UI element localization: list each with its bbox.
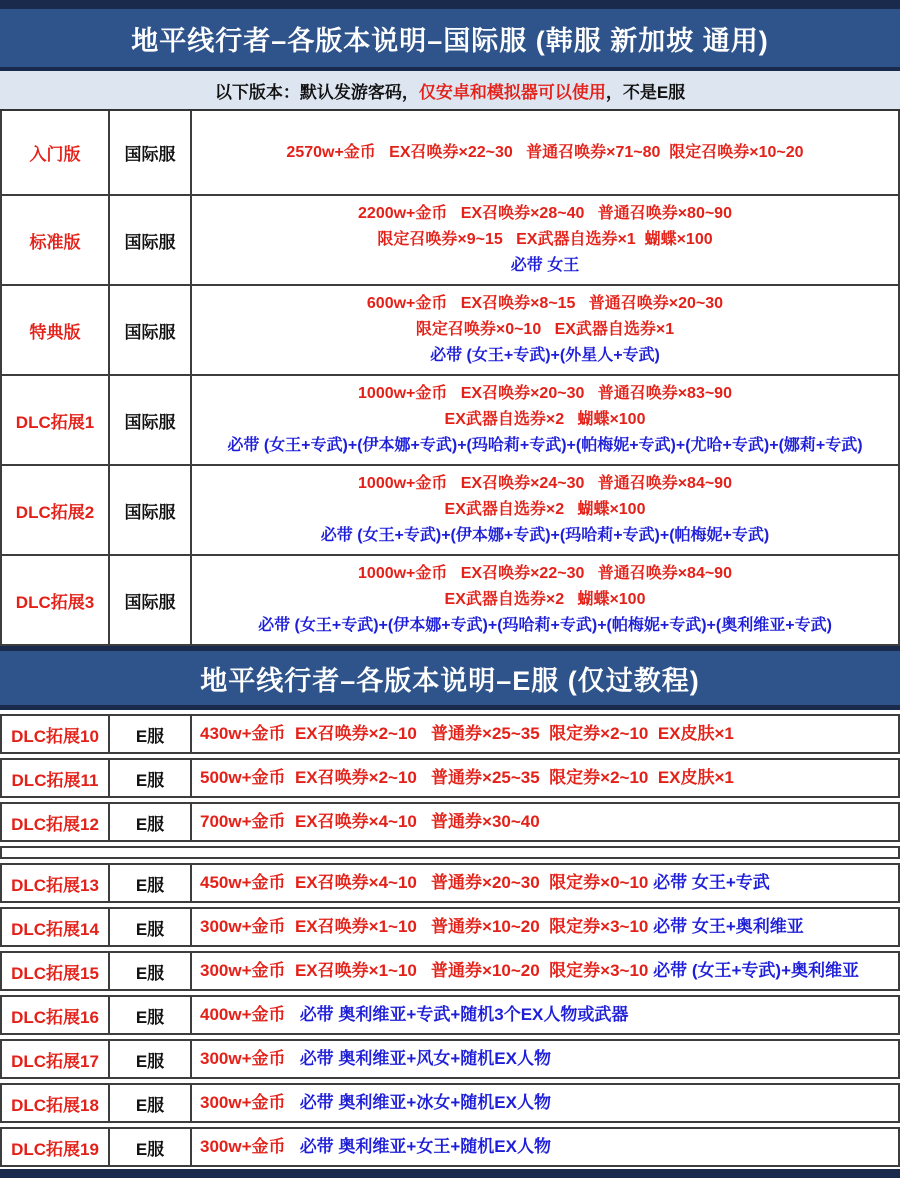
desc-line xyxy=(445,407,646,433)
server-cell: 国际服 xyxy=(110,286,192,374)
notice-bar xyxy=(0,71,900,111)
intl-version-table xyxy=(0,111,900,646)
desc-cell xyxy=(192,376,898,464)
desc-line xyxy=(367,291,723,317)
desc-segment: 必带 女王+奥利维亚 xyxy=(653,917,804,936)
server-cell: 国际服 xyxy=(110,196,192,284)
server-cell: E服 xyxy=(110,909,192,945)
desc-segment: EX武器自选券×2 蝴蝶×100 xyxy=(444,501,646,518)
version-cell: DLC拓展17 xyxy=(2,1041,110,1077)
server-cell: E服 xyxy=(110,953,192,989)
desc-line xyxy=(321,523,769,549)
desc-segment: 必带 女王+专武 xyxy=(653,873,770,892)
server-cell: E服 xyxy=(110,865,192,901)
server-cell: E服 xyxy=(110,760,192,796)
table-row xyxy=(2,111,898,196)
notice-suffix: ，不是E服 xyxy=(605,82,686,102)
version-cell: DLC拓展14 xyxy=(2,909,110,945)
desc-segment: 1000w+金币 EX召唤券×24~30 普通召唤券×84~90 xyxy=(358,475,732,492)
desc-cell xyxy=(192,997,898,1033)
desc-cell xyxy=(192,1041,898,1077)
desc-line xyxy=(200,1134,551,1160)
e-section-title: 地平线行者–各版本说明–E服 (仅过教程) xyxy=(200,665,700,696)
e-section-header xyxy=(0,646,900,710)
desc-line xyxy=(258,613,832,639)
version-cell: DLC拓展12 xyxy=(2,804,110,840)
version-cell: DLC拓展16 xyxy=(2,997,110,1033)
desc-segment: 300w+金币 EX召唤券×1~10 普通券×10~20 限定券×3~10 xyxy=(200,917,654,936)
table-row xyxy=(2,286,898,376)
desc-line xyxy=(430,343,660,369)
desc-line xyxy=(511,253,579,279)
e-version-table xyxy=(0,714,900,1169)
desc-cell xyxy=(192,909,898,945)
desc-line xyxy=(377,227,712,253)
notice-highlight: 仅安卓和模拟器可以使用 xyxy=(418,82,606,102)
desc-line xyxy=(358,381,732,407)
desc-line xyxy=(358,471,732,497)
version-cell: DLC拓展3 xyxy=(2,556,110,644)
table-row xyxy=(0,1127,900,1167)
server-cell: 国际服 xyxy=(110,111,192,194)
server-cell: E服 xyxy=(110,1085,192,1121)
table-row xyxy=(0,995,900,1035)
desc-line xyxy=(200,765,734,791)
server-cell: E服 xyxy=(110,1129,192,1165)
server-cell: 国际服 xyxy=(110,556,192,644)
desc-line xyxy=(200,870,770,896)
desc-line xyxy=(358,561,732,587)
server-cell: 国际服 xyxy=(110,376,192,464)
desc-cell xyxy=(192,1085,898,1121)
desc-segment: 300w+金币 xyxy=(200,1093,300,1112)
table-row xyxy=(2,196,898,286)
desc-segment: 430w+金币 EX召唤券×2~10 普通券×25~35 限定券×2~10 EX皮肤×1 xyxy=(200,724,734,743)
desc-segment: 1000w+金币 EX召唤券×20~30 普通召唤券×83~90 xyxy=(358,385,732,402)
desc-cell xyxy=(192,111,898,194)
desc-line xyxy=(200,1002,628,1028)
desc-segment: 2570w+金币 EX召唤券×22~30 普通召唤券×71~80 限定召唤券×10~20 xyxy=(286,143,804,161)
desc-cell xyxy=(192,804,898,840)
server-cell: E服 xyxy=(110,716,192,752)
version-cell: DLC拓展1 xyxy=(2,376,110,464)
desc-segment: 必带 (女王+专武)+奥利维亚 xyxy=(653,961,859,980)
version-cell: DLC拓展2 xyxy=(2,466,110,554)
version-cell: 入门版 xyxy=(2,111,110,194)
desc-segment: EX武器自选券×2 蝴蝶×100 xyxy=(444,411,646,428)
desc-segment: 限定召唤券×9~15 EX武器自选券×1 蝴蝶×100 xyxy=(377,231,713,248)
table-row xyxy=(2,556,898,646)
table-row xyxy=(2,466,898,556)
table-row xyxy=(0,1083,900,1123)
desc-line xyxy=(200,721,734,747)
table-row xyxy=(0,758,900,798)
desc-segment: 700w+金币 EX召唤券×4~10 普通券×30~40 xyxy=(200,812,540,831)
spacer-row xyxy=(0,846,900,859)
table-row xyxy=(0,907,900,947)
desc-line xyxy=(358,201,732,227)
desc-segment: 必带 奥利维亚+风女+随机EX人物 xyxy=(299,1049,551,1068)
bottom-border-strip xyxy=(0,1169,900,1178)
desc-segment: 2200w+金币 EX召唤券×28~40 普通召唤券×80~90 xyxy=(358,205,732,222)
desc-segment: 450w+金币 EX召唤券×4~10 普通券×20~30 限定券×0~10 xyxy=(200,873,654,892)
top-border-strip xyxy=(0,0,900,9)
version-cell: DLC拓展18 xyxy=(2,1085,110,1121)
server-cell: E服 xyxy=(110,1041,192,1077)
desc-cell xyxy=(192,196,898,284)
table-row xyxy=(0,802,900,842)
desc-segment: 必带 (女王+专武)+(伊本娜+专武)+(玛哈莉+专武)+(帕梅妮+专武)+(奥利维亚+专武) xyxy=(258,617,832,634)
desc-cell xyxy=(192,466,898,554)
desc-line xyxy=(200,1090,551,1116)
desc-segment: 1000w+金币 EX召唤券×22~30 普通召唤券×84~90 xyxy=(358,565,732,582)
desc-line xyxy=(445,587,646,613)
version-cell: 标准版 xyxy=(2,196,110,284)
desc-line xyxy=(445,497,646,523)
server-cell: E服 xyxy=(110,804,192,840)
desc-segment: 限定召唤券×0~10 EX武器自选券×1 xyxy=(415,321,675,338)
table-row xyxy=(0,714,900,754)
desc-segment: 必带 奥利维亚+女王+随机EX人物 xyxy=(299,1137,551,1156)
desc-cell xyxy=(192,760,898,796)
desc-line xyxy=(200,958,859,984)
intl-section-header xyxy=(0,9,900,71)
version-cell: DLC拓展19 xyxy=(2,1129,110,1165)
version-cell: DLC拓展10 xyxy=(2,716,110,752)
desc-segment: 必带 (女王+专武)+(伊本娜+专武)+(玛哈莉+专武)+(帕梅妮+专武) xyxy=(320,527,770,544)
desc-line xyxy=(286,140,803,166)
table-row xyxy=(0,863,900,903)
desc-segment: 必带 (女王+专武)+(外星人+专武) xyxy=(430,347,660,364)
desc-segment: 300w+金币 xyxy=(200,1137,300,1156)
desc-line xyxy=(200,1046,551,1072)
desc-segment: 必带 奥利维亚+冰女+随机EX人物 xyxy=(299,1093,551,1112)
desc-cell xyxy=(192,716,898,752)
notice-prefix: 以下版本：默认发游客码， xyxy=(214,82,419,102)
desc-line xyxy=(200,809,540,835)
desc-line xyxy=(416,317,674,343)
desc-cell xyxy=(192,865,898,901)
table-row xyxy=(0,1039,900,1079)
desc-segment: 500w+金币 EX召唤券×2~10 普通券×25~35 限定券×2~10 EX皮肤×1 xyxy=(200,768,734,787)
desc-segment: 300w+金币 EX召唤券×1~10 普通券×10~20 限定券×3~10 xyxy=(200,961,654,980)
version-cell: DLC拓展13 xyxy=(2,865,110,901)
intl-section-title: 地平线行者–各版本说明–国际服 (韩服 新加坡 通用) xyxy=(131,25,769,56)
desc-segment: 600w+金币 EX召唤券×8~15 普通召唤券×20~30 xyxy=(366,295,724,312)
desc-segment: 300w+金币 xyxy=(200,1049,300,1068)
desc-cell xyxy=(192,1129,898,1165)
version-cell: 特典版 xyxy=(2,286,110,374)
desc-line xyxy=(227,433,862,459)
desc-cell xyxy=(192,286,898,374)
desc-segment: 400w+金币 xyxy=(200,1005,300,1024)
desc-cell xyxy=(192,556,898,644)
desc-segment: 必带 女王 xyxy=(510,257,580,274)
version-cell: DLC拓展15 xyxy=(2,953,110,989)
server-cell: E服 xyxy=(110,997,192,1033)
desc-segment: 必带 (女王+专武)+(伊本娜+专武)+(玛哈莉+专武)+(帕梅妮+专武)+(尤哈+专武)+(娜莉+专武) xyxy=(227,437,863,454)
desc-segment: 必带 奥利维亚+专武+随机3个EX人物或武器 xyxy=(299,1005,629,1024)
desc-line xyxy=(200,914,804,940)
version-cell: DLC拓展11 xyxy=(2,760,110,796)
desc-cell xyxy=(192,953,898,989)
table-row xyxy=(0,951,900,991)
server-cell: 国际服 xyxy=(110,466,192,554)
desc-segment: EX武器自选券×2 蝴蝶×100 xyxy=(444,591,646,608)
table-row xyxy=(2,376,898,466)
